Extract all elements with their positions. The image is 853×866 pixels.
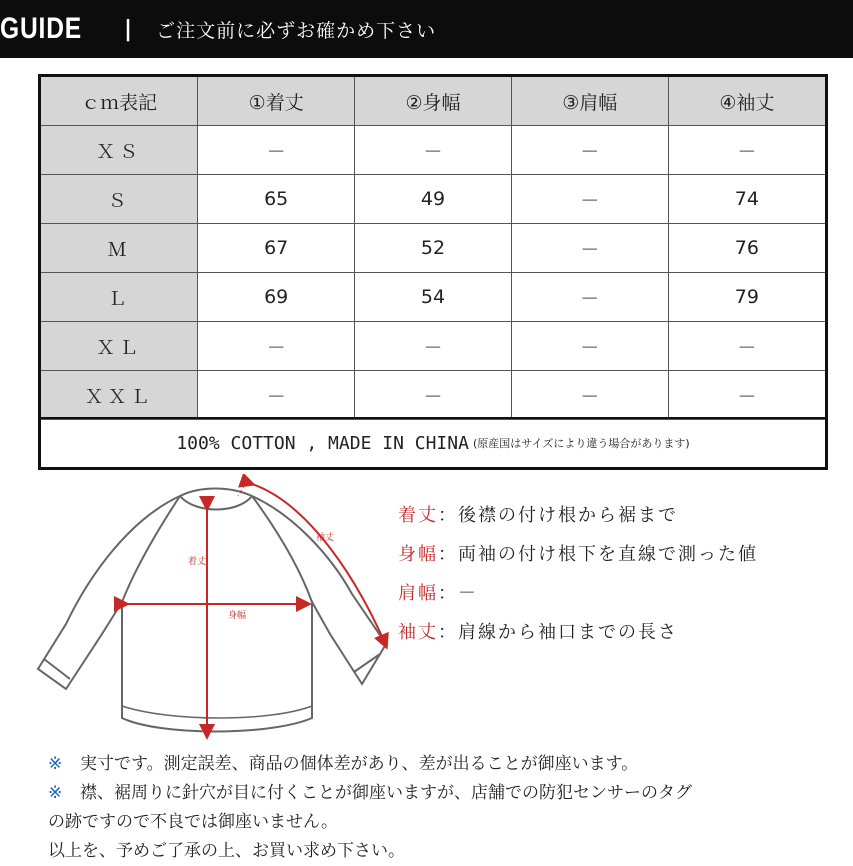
table-cell: 74 xyxy=(668,175,825,224)
note-line xyxy=(48,837,848,866)
column-header: ③肩幅 xyxy=(511,77,668,126)
size-chart xyxy=(41,77,825,420)
material-text: 100% COTTON , MADE IN CHINA xyxy=(176,432,469,454)
table-row xyxy=(41,371,825,420)
garment-diagram xyxy=(30,474,400,754)
collar-outline xyxy=(180,496,252,510)
width-label: 身幅 xyxy=(228,611,247,621)
table-cell: － xyxy=(355,126,512,175)
material-row xyxy=(41,417,825,467)
size-table xyxy=(38,74,828,470)
note-line xyxy=(48,808,848,837)
guide-title: GUIDE xyxy=(0,12,83,45)
note-mark: ※ xyxy=(48,754,63,774)
hem-rib xyxy=(122,706,312,718)
header-caution: ご注文前に必ずお確かめ下さい xyxy=(156,19,437,42)
table-cell: － xyxy=(511,273,668,322)
table-cell: － xyxy=(511,371,668,420)
cuff-right xyxy=(354,654,380,672)
note-text: の跡ですので不良では御座いません。 xyxy=(48,812,339,832)
row-size-label: Ｍ xyxy=(41,224,198,273)
definition-term: 着丈 xyxy=(398,504,438,526)
definition-term: 袖丈 xyxy=(398,621,438,643)
table-row xyxy=(41,322,825,371)
row-size-label: Ｌ xyxy=(41,273,198,322)
measurement-definitions xyxy=(398,494,838,650)
notes xyxy=(48,750,848,866)
row-size-label: ＸＸＬ xyxy=(41,371,198,420)
table-cell: 76 xyxy=(668,224,825,273)
definition-desc: ：後襟の付け根から裾まで xyxy=(438,504,678,526)
table-cell: － xyxy=(511,175,668,224)
column-header: ｃｍ表記 xyxy=(41,77,198,126)
table-row xyxy=(41,273,825,322)
table-cell: － xyxy=(198,322,355,371)
table-cell: － xyxy=(668,126,825,175)
note-text: 実寸です。測定誤差、商品の個体差があり、差が出ることが御座います。 xyxy=(80,754,639,774)
origin-note: (原産国はサイズにより違う場合があります) xyxy=(472,437,690,450)
table-cell: 49 xyxy=(355,175,512,224)
definition-item xyxy=(398,611,838,650)
table-cell: － xyxy=(668,371,825,420)
definition-term: 肩幅 xyxy=(398,582,438,604)
note-line xyxy=(48,750,848,779)
table-cell: 67 xyxy=(198,224,355,273)
sweatshirt-outline xyxy=(38,489,386,732)
note-text: 以上を、予めご了承の上、お買い求め下さい。 xyxy=(48,841,405,861)
row-size-label: Ｓ xyxy=(41,175,198,224)
raglan-seam-right xyxy=(252,496,312,602)
column-header: ①着丈 xyxy=(198,77,355,126)
definition-item xyxy=(398,533,838,572)
row-size-label: ＸＳ xyxy=(41,126,198,175)
table-row xyxy=(41,126,825,175)
table-cell: 79 xyxy=(668,273,825,322)
row-size-label: ＸＬ xyxy=(41,322,198,371)
note-line xyxy=(48,779,848,808)
definition-desc: ：－ xyxy=(438,582,478,604)
table-cell: － xyxy=(198,126,355,175)
table-cell: 52 xyxy=(355,224,512,273)
table-cell: － xyxy=(511,224,668,273)
definition-desc: ：肩線から袖口までの長さ xyxy=(438,621,678,643)
header-separator: | xyxy=(124,16,133,42)
column-header: ②身幅 xyxy=(355,77,512,126)
definition-desc: ：両袖の付け根下を直線で測った値 xyxy=(438,543,758,565)
definition-item xyxy=(398,494,838,533)
table-cell: － xyxy=(355,371,512,420)
table-header-row xyxy=(41,77,825,126)
length-label: 着丈 xyxy=(188,557,207,567)
guide-header xyxy=(0,0,853,58)
table-cell: － xyxy=(668,322,825,371)
note-mark: ※ xyxy=(48,783,63,803)
table-cell: 54 xyxy=(355,273,512,322)
column-header: ④袖丈 xyxy=(668,77,825,126)
table-cell: － xyxy=(511,322,668,371)
table-cell: 65 xyxy=(198,175,355,224)
definition-item xyxy=(398,572,838,611)
table-cell: 69 xyxy=(198,273,355,322)
raglan-seam-left xyxy=(122,496,180,602)
table-cell: － xyxy=(511,126,668,175)
sleeve-label: 袖丈 xyxy=(316,533,335,543)
definition-term: 身幅 xyxy=(398,543,438,565)
table-cell: － xyxy=(198,371,355,420)
table-cell: － xyxy=(355,322,512,371)
table-row xyxy=(41,175,825,224)
table-row xyxy=(41,224,825,273)
sleeve-arrow xyxy=(252,484,386,646)
note-text: 襟、裾周りに針穴が目に付くことが御座いますが、店舗での防犯センサーのタグ xyxy=(80,783,692,803)
